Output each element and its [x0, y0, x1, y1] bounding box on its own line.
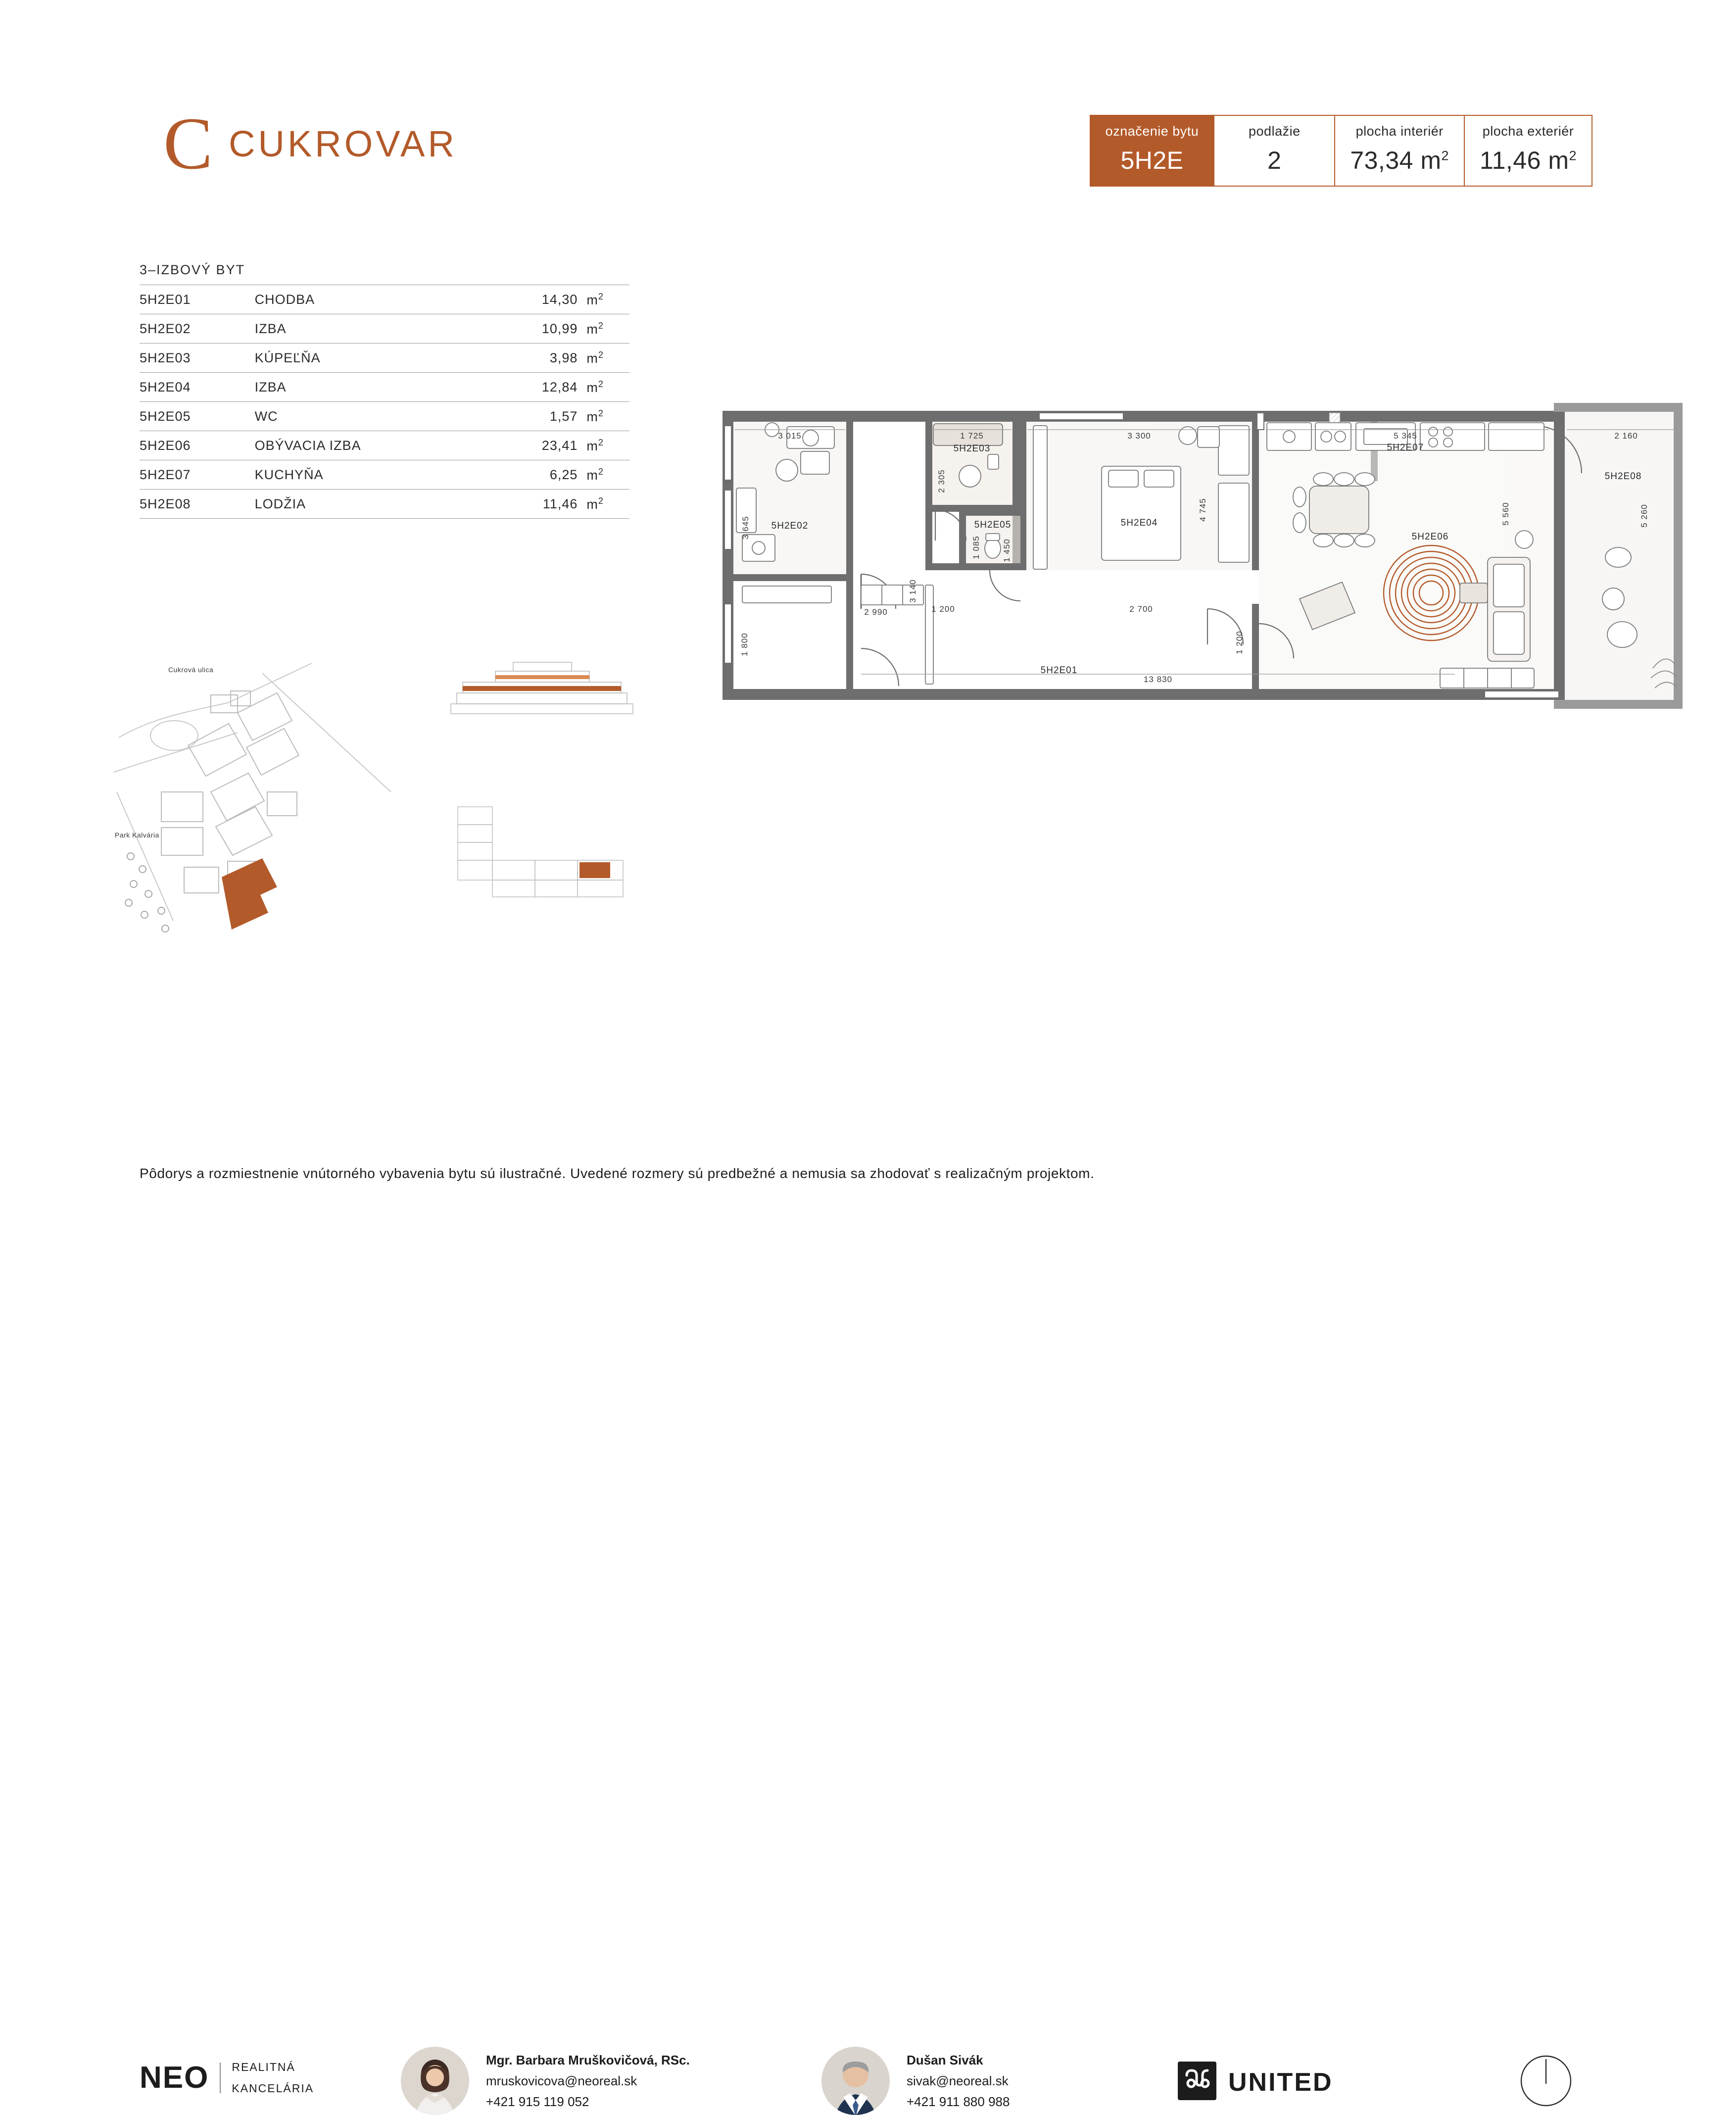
- room-name: KUCHYŇA: [255, 460, 485, 490]
- room-code: 5H2E01: [140, 285, 255, 314]
- summary-cell-floor: [1213, 115, 1334, 187]
- floor-key-outline: [458, 807, 623, 897]
- unit-text: m: [586, 351, 598, 366]
- neo-logo: [140, 2057, 314, 2099]
- neo-subtitle-line1: REALITNÁ: [232, 2061, 295, 2073]
- site-map: [114, 643, 431, 960]
- unit-text: m: [586, 468, 598, 483]
- plan-dimension: 1 725: [960, 431, 984, 441]
- agent-name: Mgr. Barbara Mruškovičová, RSc.: [486, 2052, 690, 2067]
- unit-text: m: [586, 439, 598, 453]
- building-elevation: [448, 658, 636, 725]
- table-row: [140, 314, 629, 344]
- divider: [220, 2063, 221, 2093]
- plan-dimension: 1 200: [1235, 631, 1244, 654]
- summary-value-designation: 5H2E: [1120, 147, 1184, 174]
- site-trees: [125, 853, 169, 932]
- neo-subtitle-line2: KANCELÁRIA: [232, 2081, 314, 2095]
- site-highlight: [222, 858, 277, 930]
- unit-text: m: [586, 409, 598, 424]
- exterior-area-sup: 2: [1569, 148, 1577, 163]
- plan-dimension: 1 200: [931, 604, 955, 614]
- unit-sup: 2: [598, 321, 604, 331]
- plan-dimension: 2 305: [937, 469, 946, 493]
- room-area: 12,84: [485, 373, 587, 402]
- plan-dimension: 5 260: [1640, 504, 1649, 528]
- agent-name: Dušan Sivák: [907, 2052, 983, 2067]
- agent-email[interactable]: mruskovicova@neoreal.sk: [486, 2073, 637, 2088]
- elevation-highlight-band-2: [495, 675, 589, 679]
- room-unit: [586, 402, 629, 431]
- room-code: 5H2E07: [140, 460, 255, 490]
- site-street-label: Cukrová ulica: [168, 666, 214, 674]
- disclaimer-text: Pôdorys a rozmiestnenie vnútorného vybavenia bytu sú ilustračné. Uvedené rozmery sú predbežné a nemusia sa zhodovať s realizačným projektom.: [140, 1166, 1095, 1181]
- room-area: 10,99: [485, 314, 587, 344]
- plan-dimension: 2 160: [1614, 431, 1638, 441]
- table-row: [140, 460, 629, 490]
- unit-sup: 2: [598, 350, 604, 360]
- table-row: [140, 402, 629, 431]
- apartment-summary-table: [1090, 115, 1592, 187]
- plan-dimension: 3 645: [741, 516, 750, 540]
- plan-dimension: 5 345: [1394, 431, 1417, 441]
- plan-room-label: 5H2E08: [1604, 471, 1642, 482]
- room-unit: [586, 314, 629, 344]
- table-row: [140, 344, 629, 373]
- floor-key-highlight: [579, 862, 610, 878]
- room-name: OBÝVACIA IZBA: [255, 431, 485, 460]
- summary-head-exterior-area: plocha exteriér: [1482, 124, 1574, 139]
- room-unit: [586, 344, 629, 373]
- table-row: [140, 373, 629, 402]
- plan-room-label: 5H2E05: [974, 520, 1012, 530]
- united-logo: [1178, 2062, 1333, 2103]
- plan-room-label: 5H2E06: [1411, 532, 1449, 542]
- room-name: LODŽIA: [255, 490, 485, 519]
- room-unit: [586, 490, 629, 519]
- plan-room-label: 5H2E04: [1120, 518, 1158, 528]
- unit-sup: 2: [598, 438, 604, 447]
- room-unit: [586, 285, 629, 314]
- room-unit: [586, 460, 629, 490]
- agent-details: [907, 2050, 1010, 2112]
- room-area: 3,98: [485, 344, 587, 373]
- plan-dimension: 1 800: [740, 633, 749, 656]
- table-row: [140, 490, 629, 519]
- plan-dimension: 1 085: [971, 536, 981, 559]
- unit-sup: 2: [598, 408, 604, 418]
- plan-dimension: 2 700: [1129, 604, 1153, 614]
- summary-cell-designation: [1090, 115, 1214, 187]
- table-row: [140, 285, 629, 314]
- room-area: 11,46: [485, 490, 587, 519]
- agent-phone[interactable]: +421 915 119 052: [486, 2094, 589, 2110]
- plan-room-fills: [733, 412, 1674, 700]
- room-schedule-title: 3–IZBOVÝ BYT: [140, 262, 245, 277]
- unit-sup: 2: [598, 496, 604, 506]
- room-code: 5H2E06: [140, 431, 255, 460]
- north-compass-icon: [1519, 2054, 1573, 2108]
- plan-dimension: 13 830: [1144, 675, 1172, 684]
- summary-cell-interior-area: [1334, 115, 1464, 187]
- summary-head-designation: označenie bytu: [1105, 124, 1199, 139]
- united-mark-icon: [1178, 2062, 1216, 2103]
- agent-card-2: [821, 2047, 1010, 2115]
- furniture-wc: [985, 534, 1001, 558]
- table-row: [140, 431, 629, 460]
- plan-dimension: 5 560: [1501, 502, 1510, 526]
- plan-dimension: 3 140: [908, 579, 917, 603]
- exterior-area-number: 11,46 m: [1480, 147, 1569, 174]
- room-code: 5H2E05: [140, 402, 255, 431]
- room-area: 14,30: [485, 285, 587, 314]
- agent-card-1: [401, 2047, 690, 2115]
- room-unit: [586, 431, 629, 460]
- room-name: IZBA: [255, 314, 485, 344]
- plan-room-label: 5H2E02: [771, 521, 809, 531]
- plan-dimension: 2 990: [864, 607, 888, 617]
- room-area: 1,57: [485, 402, 587, 431]
- room-code: 5H2E03: [140, 344, 255, 373]
- summary-value-exterior-area: [1465, 146, 1591, 186]
- cukrovar-c-icon: C: [163, 102, 212, 185]
- room-code: 5H2E04: [140, 373, 255, 402]
- unit-sup: 2: [598, 379, 604, 389]
- avatar: [401, 2047, 469, 2115]
- room-code: 5H2E08: [140, 490, 255, 519]
- avatar: [821, 2047, 890, 2115]
- building-floor-key: [448, 802, 636, 913]
- summary-value-floor: 2: [1267, 147, 1282, 174]
- unit-text: m: [586, 293, 598, 307]
- plan-dimension: 4 745: [1198, 498, 1207, 522]
- room-unit: [586, 373, 629, 402]
- united-wordmark: UNITED: [1228, 2067, 1333, 2097]
- summary-head-interior-area: plocha interiér: [1355, 124, 1444, 139]
- plan-dimension: 3 300: [1127, 431, 1151, 441]
- elevation-highlight-band: [463, 686, 621, 691]
- room-name: CHODBA: [255, 285, 485, 314]
- room-area: 23,41: [485, 431, 587, 460]
- interior-area-number: 73,34 m: [1350, 147, 1442, 174]
- brand-name: CUKROVAR: [229, 123, 457, 164]
- site-park-label: Park Kalvária: [115, 831, 159, 839]
- summary-head-floor: podlažie: [1249, 124, 1301, 139]
- brand-logo: [163, 102, 457, 185]
- unit-text: m: [586, 497, 598, 512]
- summary-value-interior-area: [1335, 146, 1464, 186]
- summary-cell-exterior-area: [1464, 115, 1592, 187]
- unit-sup: 2: [598, 292, 604, 301]
- plan-dimension: 1 450: [1002, 539, 1012, 562]
- agent-phone[interactable]: +421 911 880 988: [907, 2094, 1010, 2110]
- agent-details: [486, 2050, 690, 2112]
- plan-room-label: 5H2E07: [1387, 443, 1424, 453]
- interior-area-sup: 2: [1441, 148, 1449, 163]
- plan-room-label: 5H2E01: [1040, 665, 1078, 676]
- neo-wordmark: NEO: [140, 2061, 209, 2095]
- neo-subtitle: [232, 2057, 314, 2099]
- unit-text: m: [586, 380, 598, 395]
- unit-sup: 2: [598, 467, 604, 477]
- agent-email[interactable]: sivak@neoreal.sk: [907, 2073, 1009, 2088]
- room-name: WC: [255, 402, 485, 431]
- furniture-hallway: [742, 585, 933, 684]
- room-name: IZBA: [255, 373, 485, 402]
- plan-room-label: 5H2E03: [953, 443, 991, 454]
- plan-dimension: 3 015: [778, 431, 802, 441]
- room-name: KÚPEĽŇA: [255, 344, 485, 373]
- room-schedule-table: [140, 285, 629, 519]
- floorplan-drawing: [713, 391, 1697, 767]
- room-area: 6,25: [485, 460, 587, 490]
- room-code: 5H2E02: [140, 314, 255, 344]
- unit-text: m: [586, 322, 598, 337]
- room-schedule: [140, 262, 629, 519]
